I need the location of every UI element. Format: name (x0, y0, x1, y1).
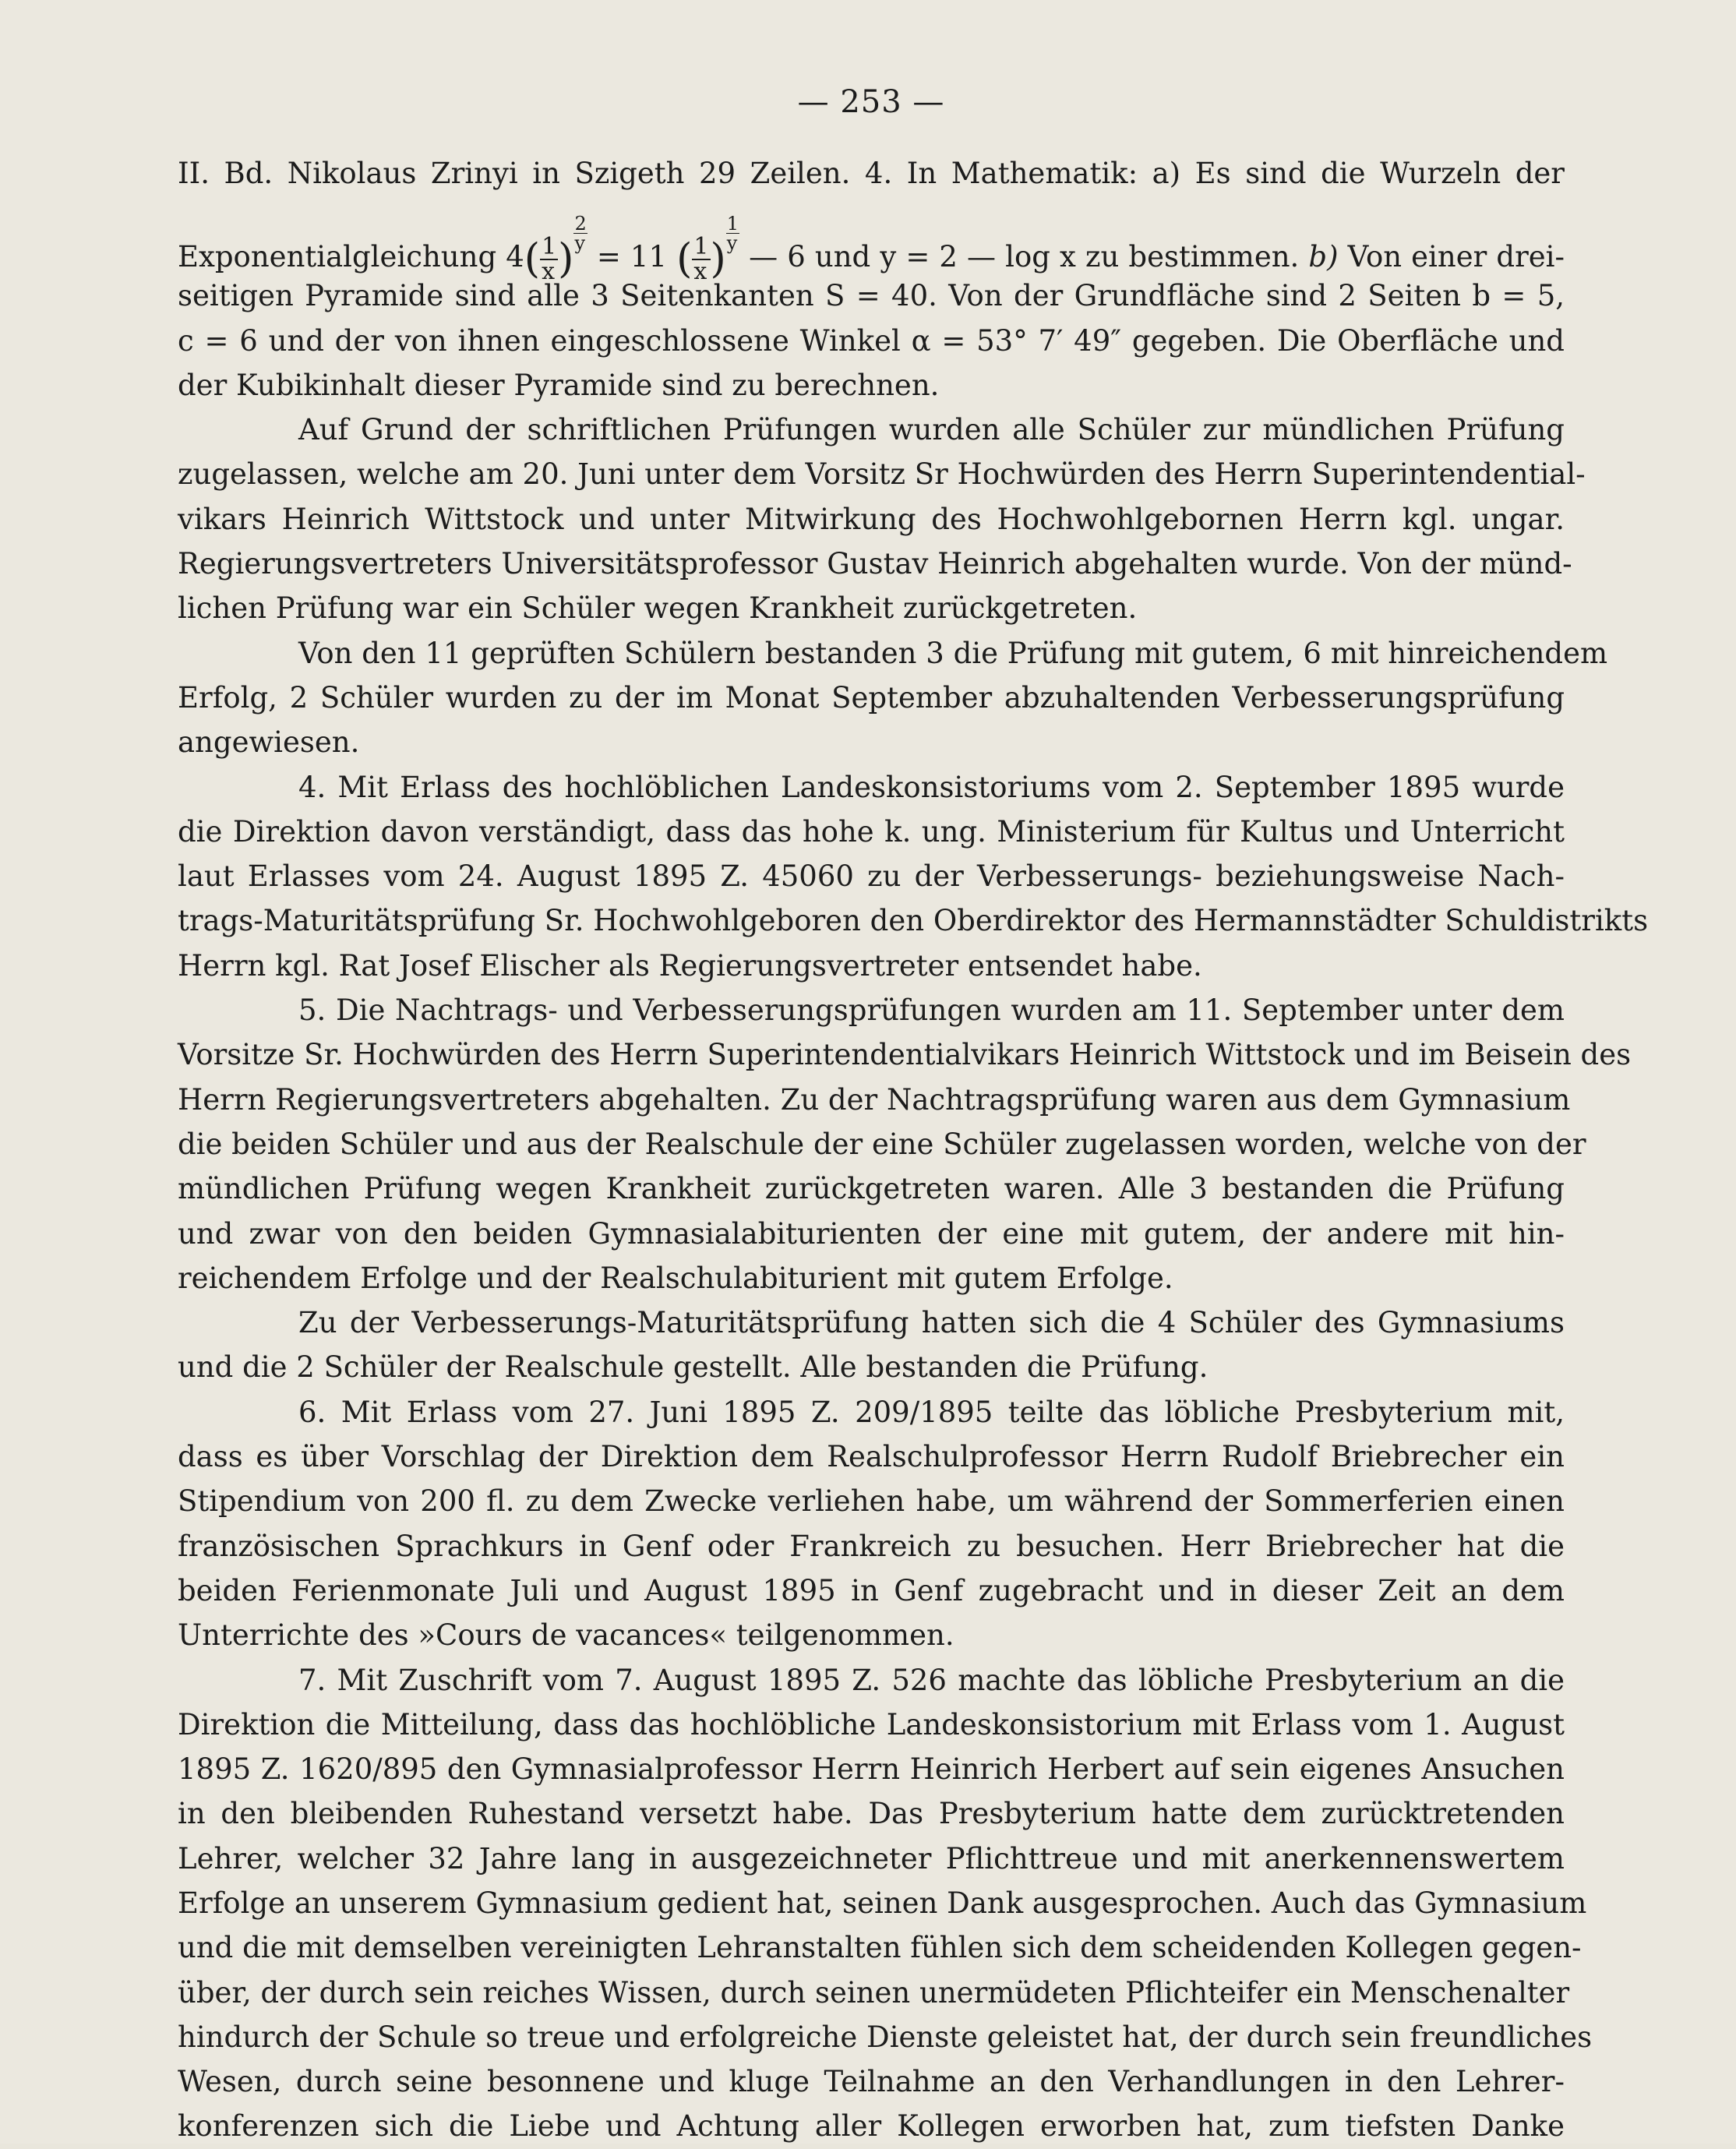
exponent-numerator: 2 (574, 213, 587, 235)
text-line: und die 2 Schüler der Realschule gestellt. Alle bestanden die Prüfung. (178, 1350, 1208, 1385)
text-line: reichendem Erfolge und der Realschulabiturient mit gutem Erfolge. (178, 1261, 1173, 1295)
text-line: c = 6 und der von ihnen eingeschlossene Winkel α = 53° 7′ 49″ gegeben. Die Oberfläche und (178, 323, 1565, 358)
exponent-numerator: 1 (726, 213, 739, 235)
text-line: dass es über Vorschlag der Direktion dem Realschulprofessor Herrn Rudolf Briebrecher ein (178, 1440, 1565, 1474)
fraction-denominator: x (693, 257, 707, 285)
paren-open: ( (524, 235, 541, 283)
text-line: hindurch der Schule so treue und erfolgreiche Dienste geleistet hat, der durch sein freundliches (178, 2020, 1593, 2054)
text-line: Direktion die Mitteilung, dass das hochlöbliche Landeskonsistorium mit Erlass vom 1. August (178, 1707, 1565, 1741)
text-line: 5. Die Nachtrags- und Verbesserungsprüfungen wurden am 11. September unter dem (298, 993, 1565, 1028)
paren-close: ) (710, 235, 726, 283)
text-line: und zwar von den beiden Gymnasialabiturienten der eine mit gutem, der andere mit hin- (178, 1216, 1565, 1251)
formula-b-text: Von einer drei- (1347, 240, 1565, 274)
text-line: Herrn kgl. Rat Josef Elischer als Regierungsvertreter entsendet habe. (178, 948, 1202, 983)
text-line: 6. Mit Erlass vom 27. Juni 1895 Z. 209/1895 teilte das löbliche Presbyterium mit, (298, 1395, 1565, 1429)
exponent-denominator: y (726, 232, 738, 255)
text-line: vikars Heinrich Wittstock und unter Mitwirkung des Hochwohlgebornen Herrn kgl. ungar. (178, 502, 1565, 536)
text-line: Wesen, durch seine besonnene und kluge Teilnahme an den Verhandlungen in den Lehrer- (178, 2065, 1565, 2099)
formula-middle: = 11 (596, 240, 668, 274)
text-line: angewiesen. (178, 725, 360, 760)
text-line: Erfolg, 2 Schüler wurden zu der im Monat September abzuhaltenden Verbesserungsprüfung (178, 680, 1565, 715)
formula-suffix: — 6 und y = 2 — log x zu bestimmen. (749, 240, 1300, 274)
text-line: Lehrer, welcher 32 Jahre lang in ausgezeichneter Pflichttreue und mit anerkennenswertem (178, 1841, 1565, 1876)
text-line: seitigen Pyramide sind alle 3 Seitenkanten S = 40. Von der Grundfläche sind 2 Seiten b = 5, (178, 279, 1565, 313)
formula-b-label: b) (1308, 240, 1339, 274)
text-line: Stipendium von 200 fl. zu dem Zwecke verliehen habe, um während der Sommerferien einen (178, 1484, 1565, 1519)
text-line: Regierungsvertreters Universitätsprofessor Gustav Heinrich abgehalten wurde. Von der münd- (178, 547, 1572, 581)
text-line: II. Bd. Nikolaus Zrinyi in Szigeth 29 Zeilen. 4. In Mathematik: a) Es sind die Wurzeln der (178, 157, 1565, 190)
text-line: der Kubikinhalt dieser Pyramide sind zu berechnen. (178, 368, 940, 402)
text-line: die beiden Schüler und aus der Realschule der eine Schüler zugelassen worden, welche von der (178, 1127, 1586, 1161)
exponent-denominator: y (574, 232, 586, 255)
text-line: zugelassen, welche am 20. Juni unter dem Vorsitz Sr Hochwürden des Herrn Superintendential- (178, 457, 1586, 492)
text-line: Vorsitze Sr. Hochwürden des Herrn Superintendentialvikars Heinrich Wittstock und im Beisein des (178, 1038, 1632, 1072)
exponent (573, 213, 587, 255)
text-line: französischen Sprachkurs in Genf oder Frankreich zu besuchen. Herr Briebrecher hat die (178, 1529, 1565, 1563)
text-line: Zu der Verbesserungs-Maturitätsprüfung hatten sich die 4 Schüler des Gymnasiums (298, 1306, 1565, 1340)
text-line: Von den 11 geprüften Schülern bestanden 3 die Prüfung mit gutem, 6 mit hinreichendem (298, 636, 1608, 670)
text-line: und die mit demselben vereinigten Lehranstalten fühlen sich dem scheidenden Kollegen gegen- (178, 1931, 1582, 1965)
text-line: über, der durch sein reiches Wissen, durch seinen unermüdeten Pflichteifer ein Menschenalter (178, 1975, 1570, 2010)
text-line: 1895 Z. 1620/895 den Gymnasialprofessor Herrn Heinrich Herbert auf sein eigenes Ansuchen (178, 1752, 1565, 1787)
text-line: in den bleibenden Ruhestand versetzt habe. Das Presbyterium hatte dem zurücktretenden (178, 1797, 1565, 1831)
text-line: die Direktion davon verständigt, dass das hohe k. ung. Ministerium für Kultus und Unterricht (178, 814, 1565, 849)
text-block (178, 84, 1649, 2149)
text-line: Unterrichte des »Cours de vacances« teilgenommen. (178, 1618, 954, 1653)
formula-line (178, 196, 1565, 285)
text-line: konferenzen sich die Liebe und Achtung aller Kollegen erworben hat, zum tiefsten Danke (178, 2109, 1565, 2144)
fraction (540, 232, 558, 285)
paren-open: ( (676, 235, 693, 283)
fraction-numerator: 1 (542, 232, 557, 260)
text-line: laut Erlasses vom 24. August 1895 Z. 45060 zu der Verbesserungs- beziehungsweise Nach- (178, 859, 1565, 894)
text-line: beiden Ferienmonate Juli und August 1895 in Genf zugebracht und in dieser Zeit an dem (178, 1573, 1565, 1607)
exponent (726, 213, 739, 255)
paren-close: ) (558, 235, 574, 283)
fraction-numerator: 1 (693, 232, 709, 260)
text-line: 7. Mit Zuschrift vom 7. August 1895 Z. 526 machte das löbliche Presbyterium an die (298, 1663, 1565, 1697)
text-line: Auf Grund der schriftlichen Prüfungen wurden alle Schüler zur mündlichen Prüfung (298, 413, 1565, 447)
text-line: Herrn Regierungsvertreters abgehalten. Zu der Nachtragsprüfung waren aus dem Gymnasium (178, 1082, 1571, 1117)
text-line: mündlichen Prüfung wegen Krankheit zurückgetreten waren. Alle 3 bestanden die Prüfung (178, 1172, 1565, 1206)
text-line: 4. Mit Erlass des hochlöblichen Landeskonsistoriums vom 2. September 1895 wurde (298, 770, 1565, 804)
fraction-denominator: x (542, 257, 555, 285)
formula-prefix: Exponentialgleichung 4 (178, 240, 524, 274)
fraction (692, 232, 710, 285)
text-line: Erfolge an unserem Gymnasium gedient hat, seinen Dank ausgesprochen. Auch das Gymnasium (178, 1886, 1587, 1920)
text-line: lichen Prüfung war ein Schüler wegen Krankheit zurückgetreten. (178, 591, 1138, 626)
page-number: — 253 — (797, 84, 945, 120)
text-line: trags-Maturitätsprüfung Sr. Hochwohlgeboren den Oberdirektor des Hermannstädter Schuldistrikts (178, 904, 1649, 938)
